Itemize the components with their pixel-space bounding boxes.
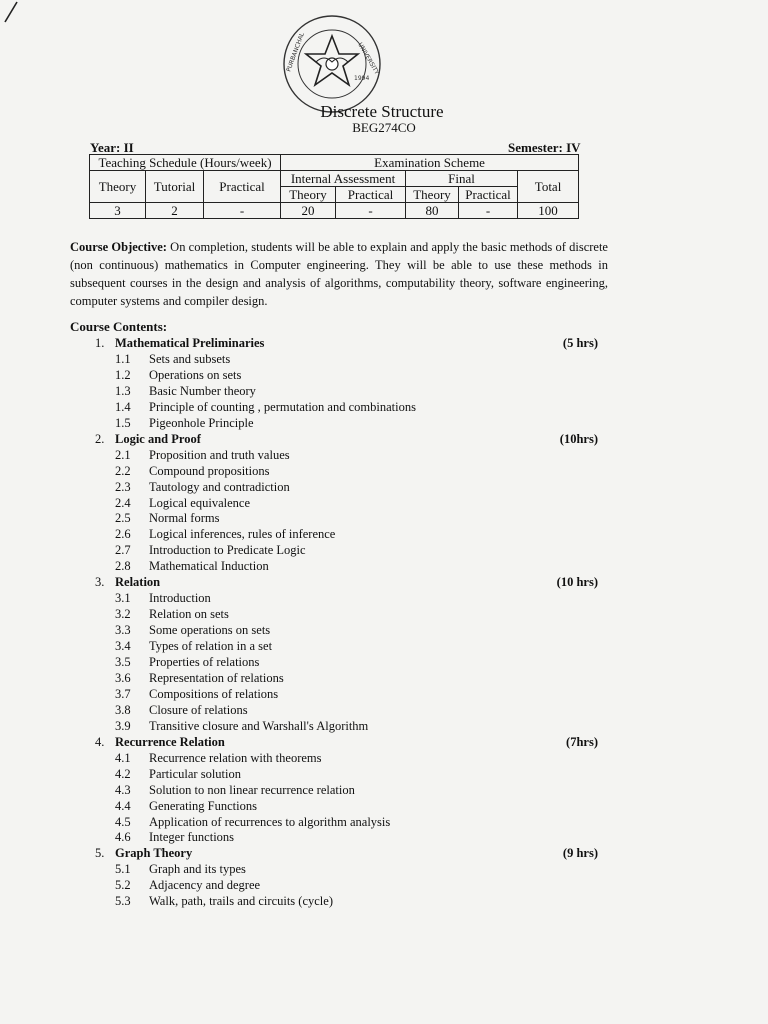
list-item (0, 416, 768, 432)
list-item (0, 799, 768, 815)
topic-number: 4.3 (115, 782, 131, 797)
list-item (0, 352, 768, 368)
list-item (0, 862, 768, 878)
list-item (0, 591, 768, 607)
topic-text: Proposition and truth values (149, 447, 290, 462)
list-item (0, 751, 768, 767)
unit-number: 4. (95, 734, 105, 749)
topic-number: 2.7 (115, 543, 131, 558)
col-theory: Theory (90, 171, 146, 203)
topic-text: Generating Functions (149, 798, 257, 813)
teaching-schedule-header: Teaching Schedule (Hours/week) (90, 155, 281, 171)
teaching-schedule-table (89, 154, 579, 219)
topic-text: Introduction (149, 591, 211, 606)
topic-text: Tautology and contradiction (149, 479, 290, 494)
unit-heading (0, 846, 768, 862)
theory-hours: 3 (90, 203, 146, 219)
topic-number: 4.2 (115, 766, 131, 781)
topic-text: Pigeonhole Principle (149, 415, 254, 430)
topic-number: 2.4 (115, 495, 131, 510)
topic-number: 2.2 (115, 463, 131, 478)
list-item (0, 878, 768, 894)
final-practical-marks: - (459, 203, 518, 219)
topic-number: 5.3 (115, 894, 131, 909)
topic-text: Basic Number theory (149, 383, 256, 398)
unit-hours: (5 hrs) (562, 336, 598, 350)
topic-number: 3.8 (115, 702, 131, 717)
topic-text: Solution to non linear recurrence relation (149, 782, 355, 797)
unit-title: Relation (115, 575, 161, 590)
list-item (0, 368, 768, 384)
topic-number: 2.5 (115, 511, 131, 526)
total-header: Total (518, 171, 579, 203)
topic-number: 4.1 (115, 750, 131, 765)
svg-text:UNIVERSITY: UNIVERSITY (356, 41, 381, 76)
topic-text: Types of relation in a set (149, 639, 273, 654)
unit-title: Mathematical Preliminaries (115, 336, 265, 350)
topic-number: 3.6 (115, 670, 131, 685)
unit-hours: (9 hrs) (562, 846, 598, 861)
ia-practical-marks: - (336, 203, 406, 219)
ia-practical-header: Practical (336, 187, 406, 203)
topic-number: 3.4 (115, 639, 131, 654)
table-row (90, 203, 579, 219)
topic-text: Some operations on sets (149, 623, 271, 638)
topic-text: Graph and its types (149, 862, 246, 877)
tutorial-hours: 2 (146, 203, 204, 219)
ia-theory-marks: 20 (281, 203, 336, 219)
course-title: Discrete Structure (320, 102, 444, 121)
topic-number: 1.2 (115, 367, 131, 382)
list-item (0, 543, 768, 559)
topic-text: Application of recurrences to algorithm analysis (149, 814, 391, 829)
topic-text: Particular solution (149, 766, 241, 781)
list-item (0, 464, 768, 480)
unit-hours: (7hrs) (566, 734, 598, 749)
topic-text: Walk, path, trails and circuits (cycle) (149, 894, 333, 909)
topic-text: Adjacency and degree (149, 878, 261, 893)
svg-text:1994: 1994 (354, 75, 370, 82)
final-theory-header: Theory (406, 187, 459, 203)
list-item (0, 559, 768, 575)
unit-heading (0, 735, 768, 751)
internal-assessment-header: Internal Assessment (281, 171, 406, 187)
topic-number: 2.6 (115, 527, 131, 542)
final-theory-marks: 80 (406, 203, 459, 219)
university-seal (276, 14, 388, 114)
list-item (0, 496, 768, 512)
topic-text: Closure of relations (149, 702, 248, 717)
list-item (0, 767, 768, 783)
list-item (0, 448, 768, 464)
topic-number: 1.3 (115, 383, 131, 398)
list-item (0, 894, 768, 910)
topic-text: Mathematical Induction (149, 559, 269, 574)
pen-mark (2, 0, 20, 24)
topic-text: Relation on sets (149, 607, 229, 622)
list-item (0, 671, 768, 687)
total-marks: 100 (518, 203, 579, 219)
col-practical: Practical (204, 171, 281, 203)
unit-heading (0, 336, 768, 352)
topic-number: 1.5 (115, 415, 131, 430)
list-item (0, 655, 768, 671)
topic-number: 2.3 (115, 479, 131, 494)
list-item (0, 719, 768, 735)
examination-scheme-header: Examination Scheme (281, 155, 579, 171)
table-row (90, 171, 579, 187)
topic-text: Sets and subsets (149, 351, 231, 366)
list-item (0, 511, 768, 527)
topic-text: Principle of counting , permutation and combinations (149, 399, 416, 414)
list-item (0, 830, 768, 846)
unit-hours: (10hrs) (559, 431, 598, 446)
objective-text: On completion, students will be able to explain and apply the basic methods of discrete (non continuous) mathematics in Computer engineering. They will be able to use these methods in subsequent courses in the design and analysis of algorithms, computability theory, software engineering, computer systems and compiler design. (70, 240, 608, 308)
unit-heading (0, 575, 768, 591)
topic-number: 1.1 (115, 351, 131, 366)
unit-number: 3. (95, 575, 105, 590)
svg-text:PURBANCHAL: PURBANCHAL (285, 31, 306, 73)
col-tutorial: Tutorial (146, 171, 204, 203)
table-row (90, 155, 579, 171)
topic-text: Operations on sets (149, 367, 242, 382)
list-item (0, 783, 768, 799)
list-item (0, 384, 768, 400)
unit-number: 2. (95, 431, 105, 446)
unit-title: Graph Theory (115, 846, 193, 861)
course-code: BEG274CO (352, 120, 416, 135)
course-contents-heading: Course Contents: (70, 319, 168, 334)
practical-hours: - (204, 203, 281, 219)
topic-text: Normal forms (149, 511, 220, 526)
list-item (0, 815, 768, 831)
topic-number: 3.5 (115, 655, 131, 669)
topic-number: 4.6 (115, 830, 131, 845)
unit-number: 5. (95, 846, 105, 861)
topic-text: Logical inferences, rules of inference (149, 527, 336, 542)
topic-number: 1.4 (115, 399, 131, 414)
list-item (0, 527, 768, 543)
list-item (0, 400, 768, 416)
topic-number: 5.1 (115, 862, 131, 877)
list-item (0, 623, 768, 639)
topic-text: Logical equivalence (149, 495, 250, 510)
topic-number: 5.2 (115, 878, 131, 893)
topic-text: Compound propositions (149, 463, 270, 478)
list-item (0, 687, 768, 703)
topic-number: 2.1 (115, 447, 131, 462)
topic-text: Compositions of relations (149, 686, 279, 701)
list-item (0, 480, 768, 496)
topic-number: 3.2 (115, 607, 131, 622)
final-practical-header: Practical (459, 187, 518, 203)
list-item (0, 607, 768, 623)
topic-text: Properties of relations (149, 655, 260, 669)
topic-number: 3.3 (115, 623, 131, 638)
topic-number: 4.5 (115, 814, 131, 829)
topic-text: Representation of relations (149, 670, 284, 685)
unit-title: Recurrence Relation (115, 734, 225, 749)
topic-number: 3.9 (115, 718, 131, 733)
ia-theory-header: Theory (281, 187, 336, 203)
topic-number: 3.7 (115, 686, 131, 701)
course-objective (70, 238, 608, 310)
unit-title: Logic and Proof (115, 431, 201, 446)
topic-text: Integer functions (149, 830, 235, 845)
list-item (0, 703, 768, 719)
topic-text: Recurrence relation with theorems (149, 750, 322, 765)
topic-number: 2.8 (115, 559, 131, 574)
semester-label: Semester: IV (508, 140, 581, 155)
year-label: Year: II (90, 140, 134, 155)
objective-label: Course Objective: (70, 240, 167, 254)
unit-hours: (10 hrs) (556, 575, 598, 590)
topic-text: Introduction to Predicate Logic (149, 543, 306, 558)
topic-number: 4.4 (115, 798, 131, 813)
final-header: Final (406, 171, 518, 187)
list-item (0, 639, 768, 655)
topic-number: 3.1 (115, 591, 131, 606)
topic-text: Transitive closure and Warshall's Algorithm (149, 718, 369, 733)
unit-heading (0, 432, 768, 448)
unit-number: 1. (95, 336, 105, 350)
